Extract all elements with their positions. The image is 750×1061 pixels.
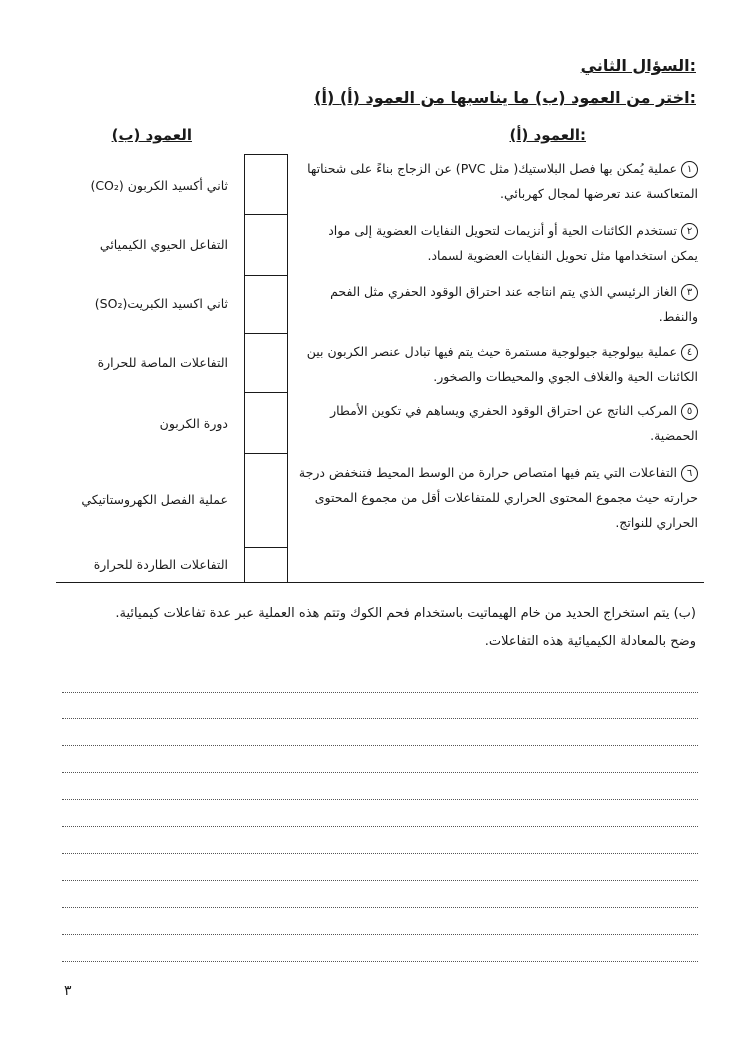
column-b-item: التفاعلات الطاردة للحرارة: [93, 557, 228, 572]
answer-line[interactable]: [62, 880, 698, 881]
page-number: ٣: [64, 983, 72, 999]
item-number-badge: ٤: [681, 344, 698, 361]
column-b-item: عملية الفصل الكهروستاتيكي: [81, 492, 228, 507]
column-a-header: العمود (أ):: [509, 126, 586, 144]
answer-line[interactable]: [62, 745, 698, 746]
column-b-item: ثاني أكسيد الكربون (CO₂): [90, 178, 228, 193]
part-b-question: [52, 600, 696, 656]
column-a-item: ٤عملية بيولوجية جيولوجية مستمرة حيث يتم فيها تبادل عنصر الكربون بين الكائنات الحية والغلاف الجوي والمحيطات والصخور.: [306, 344, 698, 384]
item-number-badge: ٣: [681, 284, 698, 301]
question-subtitle: (أ) اختر من العمود (ب) ما يناسبها من العمود (أ):: [314, 88, 696, 107]
answer-line[interactable]: [62, 692, 698, 693]
column-b-item: دورة الكربون: [159, 416, 228, 431]
item-number-badge: ٦: [681, 465, 698, 482]
answer-line[interactable]: [62, 826, 698, 827]
item-number-badge: ٢: [681, 223, 698, 240]
part-b-text: (ب) يتم استخراج الحديد من خام الهيماتيت باستخدام فحم الكوك وتتم هذه العملية عبر عدة تفاعلات كيميائية.: [115, 606, 696, 621]
question-title: السؤال الثاني:: [580, 56, 696, 75]
answer-boxes: [244, 154, 288, 582]
item-number-badge: ٥: [681, 403, 698, 420]
column-a-item: ٦التفاعلات التي يتم فيها امتصاص حرارة من الوسط المحيط فتنخفض درجة حرارته حيث مجموع المحتوى الحراري للمتفاعلات أقل من مجموع المحتوى الحراري للنواتج.: [298, 465, 698, 530]
column-b-item: التفاعل الحيوي الكيميائي: [99, 237, 228, 252]
column-b-item: التفاعلات الماصة للحرارة: [97, 355, 228, 370]
part-b-instruction: وضح بالمعادلة الكيميائية هذه التفاعلات.: [484, 634, 696, 649]
answer-line[interactable]: [62, 961, 698, 962]
table-bottom-line: [56, 582, 704, 583]
column-a-item: ٣الغاز الرئيسي الذي يتم انتاجه عند احتراق الوقود الحفري مثل الفحم والنفط.: [330, 284, 698, 324]
answer-line[interactable]: [62, 934, 698, 935]
answer-line[interactable]: [62, 718, 698, 719]
answer-line[interactable]: [62, 853, 698, 854]
column-b-item: ثاني اكسيد الكبريت(SO₂): [94, 296, 228, 311]
column-b-header: العمود (ب): [111, 126, 192, 144]
column-a-item: ١عملية يُمكن بها فصل البلاستيك( مثل PVC) عن الزجاج بناءً على شحناتها المتعاكسة عند تعرضها لمجال كهربائي.: [307, 161, 698, 201]
answer-line[interactable]: [62, 772, 698, 773]
answer-line[interactable]: [62, 799, 698, 800]
column-a-item: ٥المركب الناتج عن احتراق الوقود الحفري ويساهم في تكوين الأمطار الحمضية.: [330, 403, 698, 443]
answer-line[interactable]: [62, 907, 698, 908]
column-a-item: ٢تستخدم الكائنات الحية أو أنزيمات لتحويل النفايات العضوية إلى مواد يمكن استخدامها مثل تحويل النفايات العضوية لسماد.: [328, 223, 698, 263]
item-number-badge: ١: [681, 161, 698, 178]
